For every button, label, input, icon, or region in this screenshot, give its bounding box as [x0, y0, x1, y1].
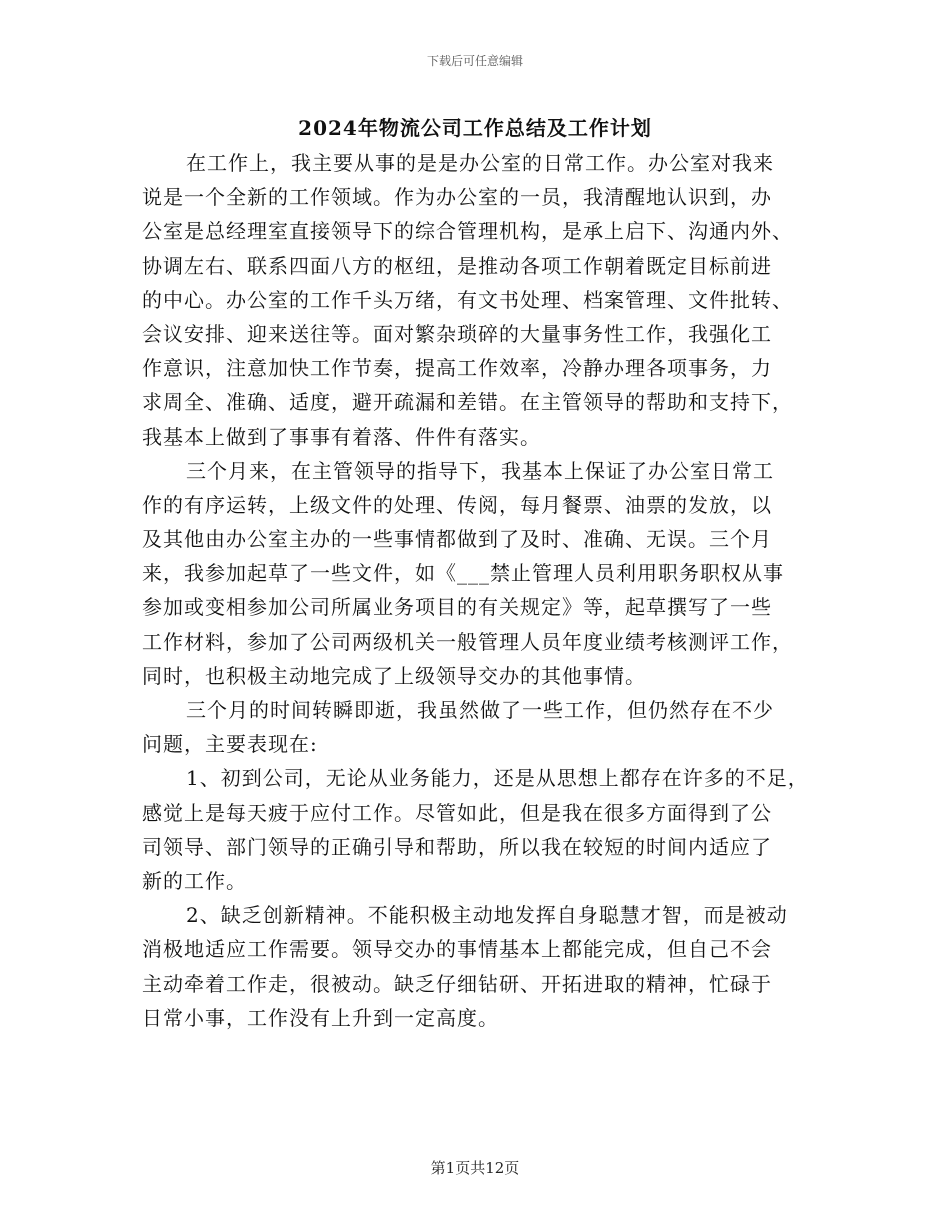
text-line: 三个月来，在主管领导的指导下，我基本上保证了办公室日常工 [186, 458, 774, 483]
text-line: 的中心。办公室的工作千头万绪，有文书处理、档案管理、文件批转、 [142, 287, 793, 312]
text-line: 问题，主要表现在: [142, 732, 318, 757]
text-line: 作意识，注意加快工作节奏，提高工作效率，冷静办理各项事务，力 [142, 356, 772, 381]
document-title: 2024年物流公司工作总结及工作计划 [298, 116, 652, 140]
text-line: 日常小事，工作没有上升到一定高度。 [142, 1005, 499, 1030]
text-line: 主动牵着工作走，很被动。缺乏仔细钻研、开拓进取的精神，忙碌于 [142, 971, 772, 996]
text-line: 会议安排、迎来送往等。面对繁杂琐碎的大量事务性工作，我强化工 [142, 321, 772, 346]
text-line: 来，我参加起草了一些文件，如《___禁止管理人员利用职务职权从事 [142, 561, 784, 586]
text-line: 协调左右、联系四面八方的枢纽，是推动各项工作朝着既定目标前进 [142, 253, 772, 278]
text-line: 三个月的时间转瞬即逝，我虽然做了一些工作，但仍然存在不少 [186, 698, 774, 722]
text-line: 在工作上，我主要从事的是是办公室的日常工作。办公室对我来 [186, 151, 774, 175]
text-line: 作的有序运转，上级文件的处理、传阅，每月餐票、油票的发放，以 [142, 492, 772, 517]
text-line: 新的工作。 [142, 868, 247, 893]
page-number: 第1页共12页 [430, 1159, 520, 1177]
text-line: 我基本上做到了事事有着落、件件有落实。 [142, 424, 541, 449]
header-note: 下载后可任意编辑 [426, 54, 523, 68]
text-line: 说是一个全新的工作领域。作为办公室的一员，我清醒地认识到，办 [142, 185, 772, 210]
text-line: 司领导、部门领导的正确引导和帮助，所以我在较短的时间内适应了 [142, 834, 772, 859]
text-line: 感觉上是每天疲于应付工作。尽管如此，但是我在很多方面得到了公 [142, 800, 772, 825]
text-line: 1、初到公司，无论从业务能力，还是从思想上都存在许多的不足， [186, 766, 809, 791]
text-line: 同时，也积极主动地完成了上级领导交办的其他事情。 [142, 663, 646, 688]
text-line: 消极地适应工作需要。领导交办的事情基本上都能完成，但自己不会 [142, 937, 772, 962]
text-line: 2、缺乏创新精神。不能积极主动地发挥自身聪慧才智，而是被动 [186, 903, 788, 928]
text-line: 及其他由办公室主办的一些事情都做到了及时、准确、无误。三个月 [142, 527, 772, 552]
text-line: 求周全、准确、适度，避开疏漏和差错。在主管领导的帮助和支持下， [142, 390, 793, 415]
text-line: 公室是总经理室直接领导下的综合管理机构，是承上启下、沟通内外、 [142, 219, 793, 244]
text-line: 参加或变相参加公司所属业务项目的有关规定》等，起草撰写了一些 [142, 595, 772, 620]
text-line: 工作材料，参加了公司两级机关一般管理人员年度业绩考核测评工作， [142, 629, 793, 654]
document-body [142, 146, 812, 1035]
